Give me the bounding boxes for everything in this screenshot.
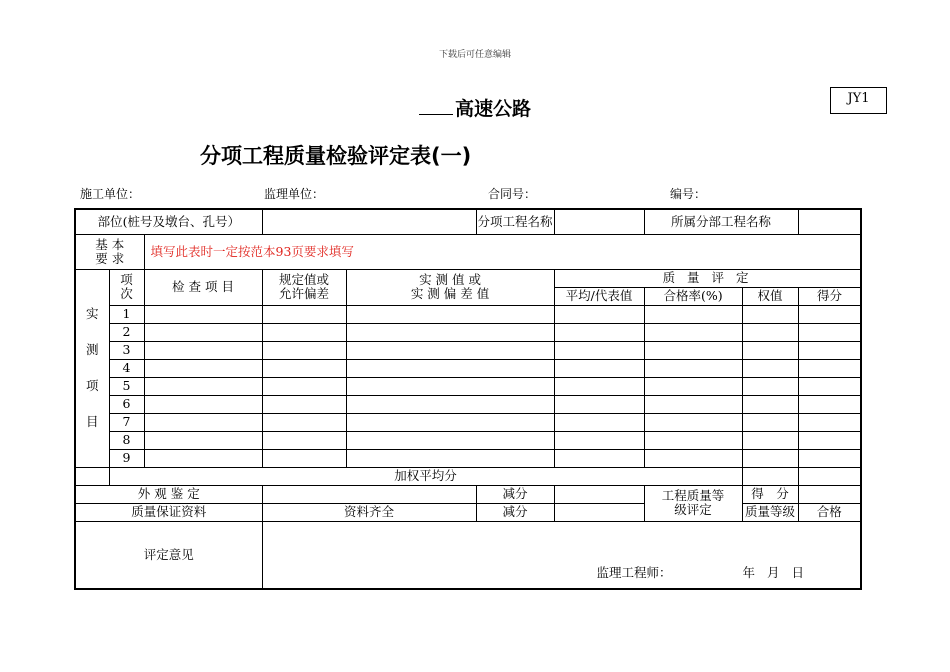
avg-value-header: 平均/代表值 bbox=[554, 287, 644, 305]
form-code-box: JY1 bbox=[830, 87, 887, 114]
sub-item-value-cell[interactable] bbox=[554, 209, 644, 234]
road-title-text: 高速公路 bbox=[454, 98, 531, 120]
table-row bbox=[75, 395, 861, 413]
item-no-header: 项 次 bbox=[109, 269, 144, 305]
quality-grade-label: 工程质量等 级评定 bbox=[644, 485, 742, 521]
measured-value-header: 实 测 值 或 实 测 偏 差 值 bbox=[346, 269, 554, 305]
row-number: 4 bbox=[109, 359, 144, 377]
score-value-cell[interactable] bbox=[798, 485, 861, 503]
table-row bbox=[75, 359, 861, 377]
header-row-1 bbox=[75, 269, 861, 287]
table-row bbox=[75, 449, 861, 467]
qa-docs-row bbox=[75, 503, 861, 521]
serial-no-label: 编号： bbox=[670, 187, 707, 201]
basic-requirement-row bbox=[75, 234, 861, 269]
inspection-table bbox=[74, 208, 862, 590]
parent-item-value-cell[interactable] bbox=[798, 209, 861, 234]
opinion-cell[interactable] bbox=[262, 521, 861, 589]
table-row bbox=[75, 431, 861, 449]
location-row bbox=[75, 209, 861, 234]
row-number: 5 bbox=[109, 377, 144, 395]
check-item-header: 检 查 项 目 bbox=[144, 269, 262, 305]
row-number: 2 bbox=[109, 323, 144, 341]
pass-rate-header: 合格率(%) bbox=[644, 287, 742, 305]
table-row bbox=[75, 305, 861, 323]
supervisor-label: 监理单位： bbox=[264, 187, 325, 201]
opinion-label: 评定意见 bbox=[75, 521, 262, 589]
qa-deduct-value-cell[interactable] bbox=[554, 503, 644, 521]
measured-items-side-label: 实 测 项 目 bbox=[75, 269, 109, 467]
score-header: 得分 bbox=[798, 287, 861, 305]
grade-value: 合格 bbox=[798, 503, 861, 521]
parent-item-label: 所属分部工程名称 bbox=[644, 209, 798, 234]
weighted-average-label: 加权平均分 bbox=[109, 467, 742, 485]
date-label: 年 月 日 bbox=[742, 565, 804, 580]
appearance-deduct-label: 减分 bbox=[476, 485, 554, 503]
quality-evaluation-header: 质 量 评 定 bbox=[554, 269, 861, 287]
road-title bbox=[0, 94, 950, 121]
table-row bbox=[75, 323, 861, 341]
qa-docs-value: 资料齐全 bbox=[262, 503, 476, 521]
appearance-deduct-value-cell[interactable] bbox=[554, 485, 644, 503]
location-label: 部位(桩号及墩台、孔号） bbox=[75, 209, 262, 234]
form-title: 分项工程质量检验评定表(一) bbox=[200, 144, 472, 168]
contractor-label: 施工单位： bbox=[80, 187, 141, 201]
table-row bbox=[75, 377, 861, 395]
weighted-average-value-cell[interactable] bbox=[742, 467, 798, 485]
qa-docs-label: 质量保证资料 bbox=[75, 503, 262, 521]
grade-label: 质量等级 bbox=[742, 503, 798, 521]
opinion-row bbox=[75, 521, 861, 589]
location-value-cell[interactable] bbox=[262, 209, 476, 234]
qa-deduct-label: 减分 bbox=[476, 503, 554, 521]
road-name-blank[interactable] bbox=[419, 96, 453, 115]
basic-requirement-label: 基 本 要 求 bbox=[75, 234, 144, 269]
row-number: 9 bbox=[109, 449, 144, 467]
row-number: 8 bbox=[109, 431, 144, 449]
row-number: 3 bbox=[109, 341, 144, 359]
sub-item-label: 分项工程名称 bbox=[476, 209, 554, 234]
appearance-row bbox=[75, 485, 861, 503]
watermark-text: 下载后可任意编辑 bbox=[438, 50, 511, 60]
score-label: 得 分 bbox=[742, 485, 798, 503]
weighted-average-row bbox=[75, 467, 861, 485]
table-row bbox=[75, 413, 861, 431]
weight-header: 权值 bbox=[742, 287, 798, 305]
row-number: 1 bbox=[109, 305, 144, 323]
table-row bbox=[75, 341, 861, 359]
appearance-label: 外 观 鉴 定 bbox=[75, 485, 262, 503]
appearance-value-cell[interactable] bbox=[262, 485, 476, 503]
spec-header: 规定值或 允许偏差 bbox=[262, 269, 346, 305]
row-number: 7 bbox=[109, 413, 144, 431]
engineer-label: 监理工程师： bbox=[596, 565, 672, 580]
contract-no-label: 合同号： bbox=[488, 187, 537, 201]
basic-requirement-note: 填写此表时一定按范本93页要求填写 bbox=[144, 234, 861, 269]
row-number: 6 bbox=[109, 395, 144, 413]
